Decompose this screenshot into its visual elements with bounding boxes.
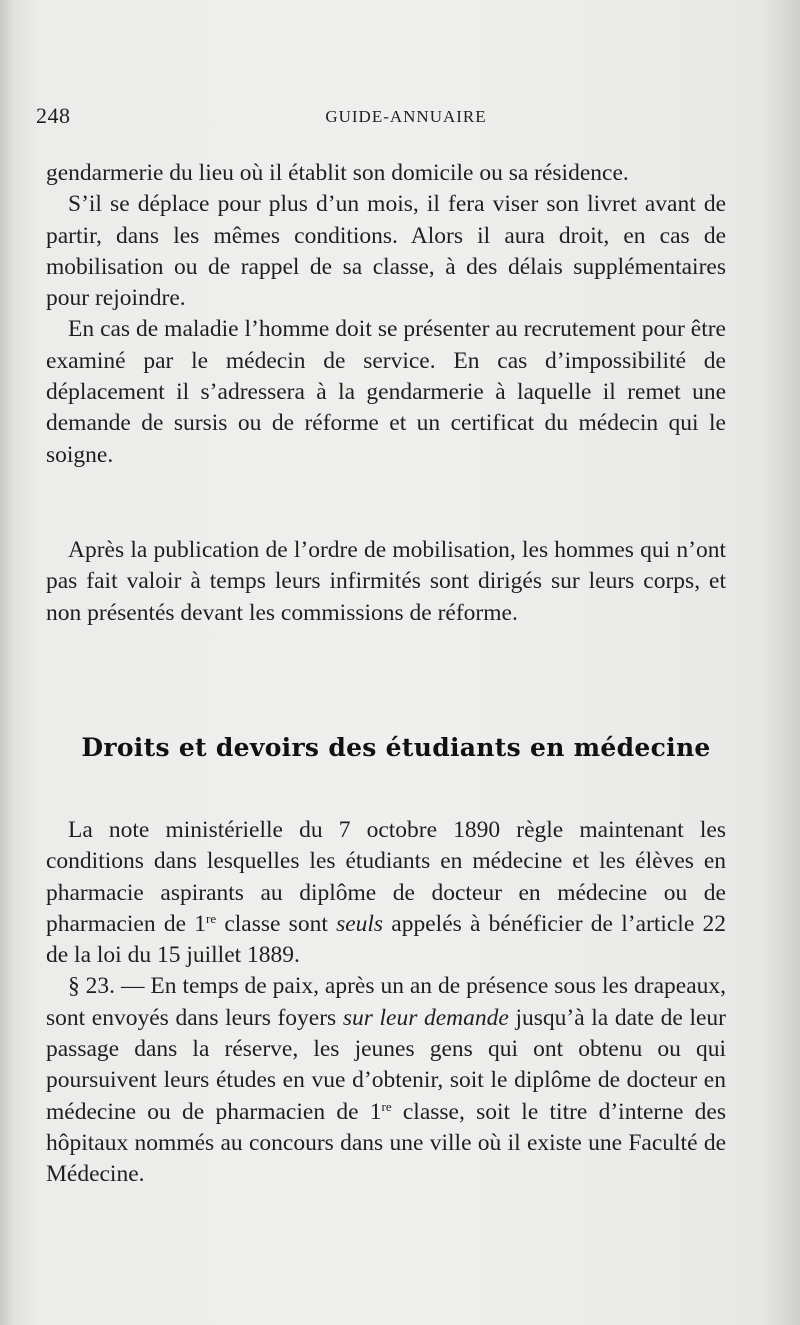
note-text-3: appelés à bénéficier de l’article 22 de la loi du 15 juillet 1889. xyxy=(46,910,726,969)
superscript-re-2: re xyxy=(381,1098,392,1114)
paragraph-travel: S’il se déplace pour plus d’un mois, il fera viser son livret avant de partir, dans les mêmes conditions. Alors il aura droit, en cas de mobilisation ou de rappel de sa classe, à des délais supplémentaires pour rejoindre. xyxy=(46,191,726,312)
page-number: 248 xyxy=(36,103,71,128)
emphasis-seuls: seuls xyxy=(336,910,384,937)
body-text-mobilisation xyxy=(46,535,726,629)
paragraph-illness: En cas de maladie l’homme doit se présenter au recrutement pour être examiné par le médecin de service. En cas d’impossibilité de déplacement il s’adressera à la gendarmerie à laquelle il remet une demande de sursis ou de réforme et un certificat du médecin qui le soigne. xyxy=(46,316,726,468)
article-text-1: § 23. — En temps de paix, après un an de présence sous les drapeaux, sont envoyés dans leurs foyers xyxy=(46,973,726,1031)
running-head xyxy=(36,103,756,133)
section-heading: Droits et devoirs des étudiants en médecine xyxy=(81,733,711,762)
superscript-re: re xyxy=(206,910,217,926)
body-text-top xyxy=(46,158,726,471)
paragraph-ministerial-note xyxy=(46,815,726,971)
body-text-section xyxy=(46,815,726,1191)
paragraph-article-23 xyxy=(46,971,726,1190)
article-text-3: classe, soit le titre d’interne des hôpitaux nommés au concours dans une ville où il existe une Faculté de Médecine. xyxy=(46,1098,726,1188)
article-text-2: jusqu’à la date de leur passage dans la réserve, les jeunes gens qui ont obtenu ou qui poursuivent leurs études en vue d’obtenir, soit le diplôme de docteur en médecine ou de pharmacien de 1 xyxy=(46,1004,726,1125)
note-text-1: La note ministérielle du 7 octobre 1890 règle maintenant les conditions dans lesquelles les étudiants en médecine et les élèves en pharmacie aspirants au diplôme de docteur en médecine ou de pharmacien de 1 xyxy=(46,817,726,937)
emphasis-sur-leur-demande: sur leur demande xyxy=(342,1004,509,1031)
paragraph-continuation: gendarmerie du lieu où il établit son domicile ou sa résidence. xyxy=(46,160,629,186)
paragraph-mobilisation: Après la publication de l’ordre de mobilisation, les hommes qui n’ont pas fait valoir à temps leurs infirmités sont dirigés sur leurs corps, et non présentés devant les commissions de réforme. xyxy=(46,537,726,626)
running-title: GUIDE-ANNUAIRE xyxy=(325,107,487,126)
note-text-2: classe sont xyxy=(216,910,337,937)
